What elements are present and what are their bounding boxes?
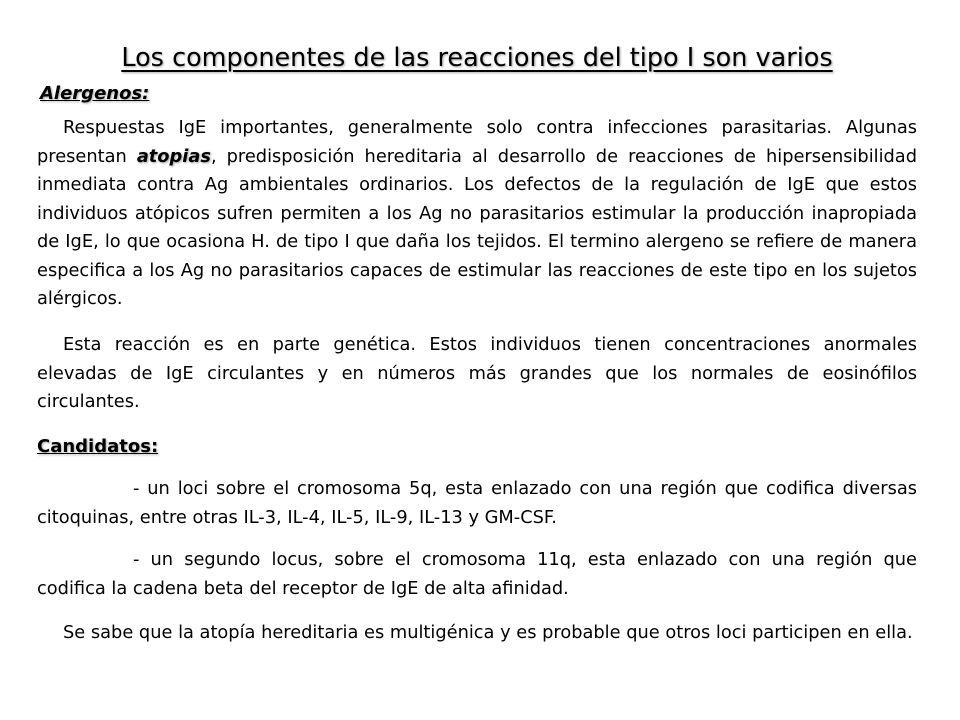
paragraph-text-end: , predisposición hereditaria al desarrollo de reacciones de hipersensibilidad inmediata contra Ag ambientales ordinarios. Los defectos de la regulación de IgE que estos individuos atópicos sufren permiten a los Ag no parasitarios estimular la producción inapropiada de IgE, lo que ocasiona H. de tipo I que daña los tejidos. El termino alergeno se refiere de manera especifica a los Ag no parasitarios capaces de estimular las reacciones de este tipo en los sujetos alérgicos. xyxy=(37,145,917,309)
paragraph-text-start: Respuestas IgE importantes, generalmente solo contra infecciones parasitarias. Algunas presentan xyxy=(37,117,917,167)
alergenos-paragraph-1 xyxy=(37,114,917,314)
alergenos-paragraph-2: Esta reacción es en parte genética. Estos individuos tienen concentraciones anormales elevadas de IgE circulantes y en números más grandes que los normales de eosinófilos circulantes. xyxy=(37,334,917,412)
candidate-item-5q: - un loci sobre el cromosoma 5q, esta enlazado con una región que codifica diversas citoquinas, entre otras IL-3, IL-4, IL-5, IL-9, IL-13 y GM-CSF. xyxy=(37,478,917,528)
candidatos-heading: Candidatos: xyxy=(37,436,159,457)
slide-title: Los componentes de las reacciones del tipo I son varios xyxy=(121,43,833,73)
conclusion-paragraph: Se sabe que la atopía hereditaria es multigénica y es probable que otros loci participen en ella. xyxy=(63,622,913,643)
atopias-term: atopias xyxy=(136,145,211,167)
candidate-item-11q: - un segundo locus, sobre el cromosoma 11q, esta enlazado con una región que codifica la cadena beta del receptor de IgE de alta afinidad. xyxy=(37,549,917,599)
alergenos-heading: Alergenos: xyxy=(40,83,150,104)
